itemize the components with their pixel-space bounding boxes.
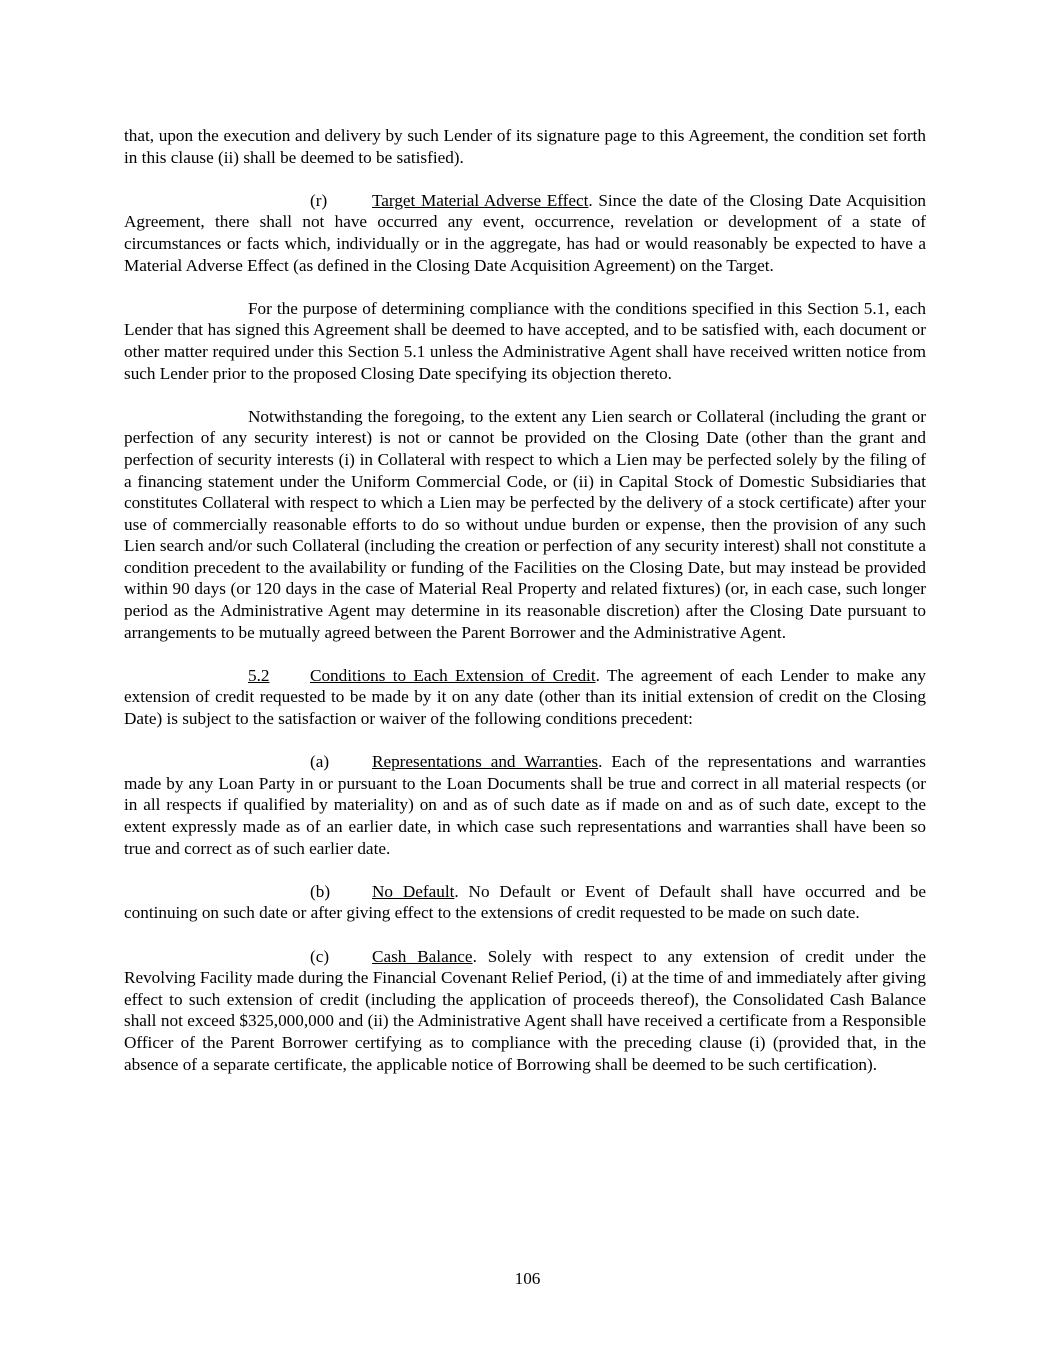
clause-label-a: (a) [310, 752, 330, 772]
paragraph-b-no-default [124, 881, 926, 924]
paragraph-r-target-mae [124, 190, 926, 276]
clause-label-r: (r) [310, 190, 328, 210]
clause-text-c: . Solely with respect to any extension of credit under the Revolving Facility made during the Financial Covenant Relief Period, (i) at the time of and immediately after giving effect to such extension of credit (including the application of proceeds thereof), the Consolidated Cash Balance shall not exceed $325,000,000 and (ii) the Administrative Agent shall have received a certificate from a Responsible Officer of the Parent Borrower certifying as to compliance with the preceding clause (i) (provided that, in the absence of a separate certificate, the applicable notice of Borrowing shall be deemed to be such certification). [124, 946, 926, 1074]
clause-label-c: (c) [310, 946, 330, 966]
paragraph-a-reps-warranties [124, 751, 926, 859]
paragraph-c-cash-balance [124, 946, 926, 1076]
paragraph-purpose: For the purpose of determining compliance with the conditions specified in this Section 5.1, each Lender that has signed this Agreement shall be deemed to have accepted, and to be satisfied with, each document or other matter required under this Section 5.1 unless the Administrative Agent shall have received written notice from such Lender prior to the proposed Closing Date specifying its objection thereto. [124, 298, 926, 383]
section-5-2 [124, 665, 926, 730]
clause-heading-r: Target Material Adverse Effect [372, 190, 589, 210]
clause-label-b: (b) [310, 881, 331, 901]
clause-text-a: . Each of the representations and warranties made by any Loan Party in or pursuant to the Loan Documents shall be true and correct in all material respects (or in all respects if qualified by materiality) on and as of such date as if made on and as of such date, except to the extent expressly made as of an earlier date, in which case such representations and warranties shall have been so true and correct as of such earlier date. [124, 752, 926, 858]
paragraph-continuation: that, upon the execution and delivery by such Lender of its signature page to this Agreement, the condition set forth in this clause (ii) shall be deemed to be satisfied). [124, 126, 926, 167]
document-body [124, 125, 926, 1075]
section-number-5-2: 5.2 [248, 665, 270, 685]
paragraph-notwithstanding: Notwithstanding the foregoing, to the extent any Lien search or Collateral (including the grant or perfection of any security interest) is not or cannot be provided on the Closing Date (other than the grant and perfection of security interests (i) in Collateral with respect to which a Lien may be perfected solely by the filing of a financing statement under the Uniform Commercial Code, or (ii) in Capital Stock of Domestic Subsidiaries that constitutes Collateral with respect to which a Lien may be perfected by the delivery of a stock certificate) after your use of commercially reasonable efforts to do so without undue burden or expense, then the provision of any such Lien search and/or such Collateral (including the creation or perfection of any security interest) shall not constitute a condition precedent to the availability or funding of the Facilities on the Closing Date, but may instead be provided within 90 days (or 120 days in the case of Material Real Property and related fixtures) (or, in each case, such longer period as the Administrative Agent may determine in its reasonable discretion) after the Closing Date pursuant to arrangements to be mutually agreed between the Parent Borrower and the Administrative Agent. [124, 406, 926, 642]
clause-heading-c: Cash Balance [372, 946, 473, 966]
clause-heading-a: Representations and Warranties [372, 752, 599, 772]
section-heading-5-2: Conditions to Each Extension of Credit [310, 665, 596, 685]
section-text-5-2: . The agreement of each Lender to make any extension of credit requested to be made by it on any date (other than its initial extension of credit on the Closing Date) is subject to the satisfaction or waiver of the following conditions precedent: [124, 665, 926, 729]
clause-text-r: . Since the date of the Closing Date Acquisition Agreement, there shall not have occurred any event, occurrence, revelation or development of a state of circumstances or facts which, individually or in the aggregate, has had or would reasonably be expected to have a Material Adverse Effect (as defined in the Closing Date Acquisition Agreement) on the Target. [124, 190, 927, 275]
clause-heading-b: No Default [372, 881, 455, 901]
page-number: 106 [514, 1269, 541, 1288]
clause-text-b: . No Default or Event of Default shall have occurred and be continuing on such date or after giving effect to the extensions of credit requested to be made on such date. [124, 881, 926, 923]
